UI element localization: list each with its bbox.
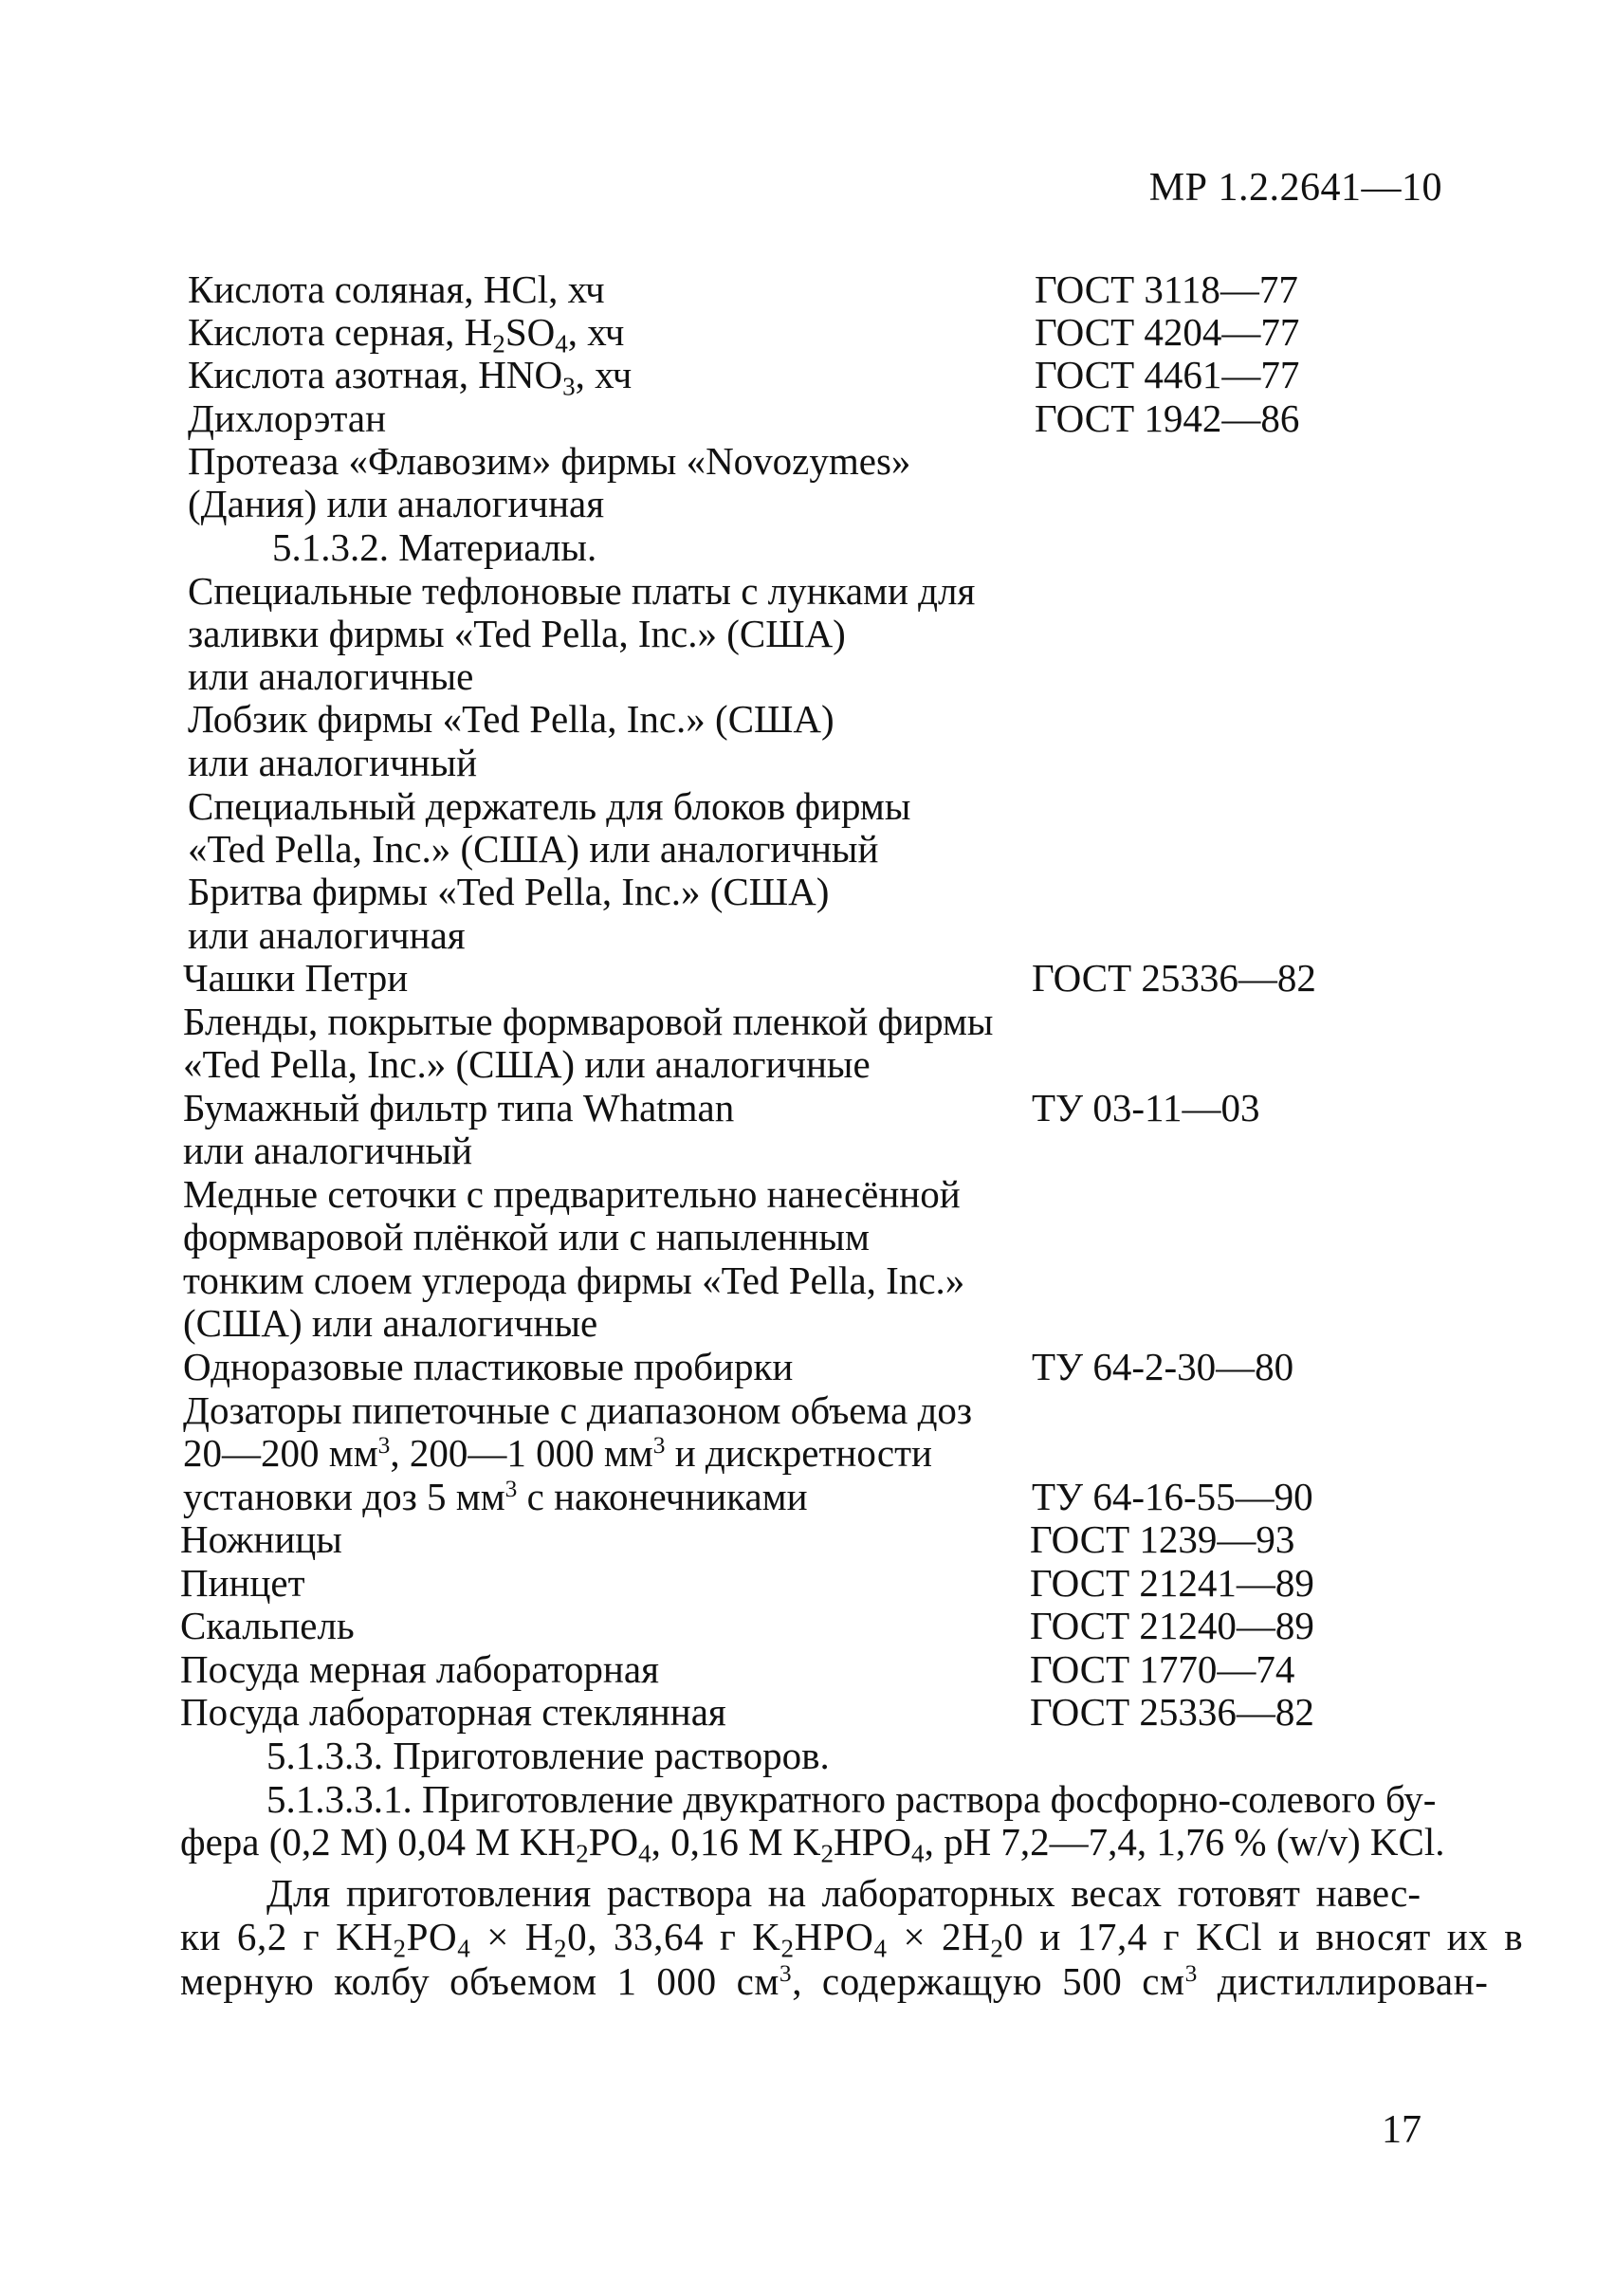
item-standard: ГОСТ 1239—93 bbox=[1030, 1517, 1295, 1561]
list-item bbox=[0, 741, 1614, 784]
list-item bbox=[0, 870, 1614, 913]
paragraph-line: 5.1.3.3.1. Приготовление двукратного раствора фосфорно-солевого бу- bbox=[266, 1777, 1437, 1821]
paragraph-line: Для приготовления раствора на лабораторных весах готовят навес- bbox=[266, 1871, 1421, 1915]
list-item bbox=[0, 310, 1614, 358]
list-item bbox=[0, 1172, 1614, 1216]
item-standard: ГОСТ 21240—89 bbox=[1030, 1604, 1314, 1647]
document-number: МР 1.2.2641—10 bbox=[1148, 166, 1442, 210]
item-standard: ГОСТ 4461—77 bbox=[1035, 353, 1300, 396]
item-name: «Ted Pella, Inc.» (США) или аналогичные bbox=[183, 1042, 871, 1086]
list-item bbox=[0, 1258, 1614, 1302]
item-standard: ТУ 64-16-55—90 bbox=[1032, 1475, 1313, 1518]
item-name: или аналогичный bbox=[183, 1129, 473, 1172]
paragraph-line: мерную колбу объемом 1 000 $см^3$, содержащую 500 $см^3$ дистиллирован- bbox=[180, 1959, 1489, 2003]
list-item bbox=[0, 1647, 1614, 1691]
list-item bbox=[0, 1215, 1614, 1258]
item-name: Дихлорэтан bbox=[188, 396, 387, 440]
item-standard: ГОСТ 4204—77 bbox=[1035, 310, 1300, 354]
item-standard: ТУ 64-2-30—80 bbox=[1032, 1345, 1294, 1388]
item-name: 20—200 $мм^3$, 200—1 000 $мм^3$ и дискретности bbox=[183, 1431, 932, 1475]
list-item bbox=[0, 1561, 1614, 1605]
list-item bbox=[0, 267, 1614, 311]
list-item bbox=[0, 439, 1614, 483]
item-name: Посуда мерная лабораторная bbox=[180, 1647, 659, 1691]
list-item bbox=[0, 1000, 1614, 1043]
item-name: Медные сеточки с предварительно нанесённой bbox=[183, 1172, 961, 1216]
item-name: установки доз 5 $мм^3$ с наконечниками bbox=[183, 1475, 808, 1518]
list-item bbox=[0, 1388, 1614, 1432]
item-name: формваровой плёнкой или с напыленным bbox=[183, 1215, 870, 1258]
item-name: Кислота азотная, $HNO_3$, хч bbox=[188, 353, 633, 401]
item-name: Ножницы bbox=[180, 1517, 342, 1561]
item-name: Скальпель bbox=[180, 1604, 355, 1647]
list-item bbox=[0, 827, 1614, 871]
item-name: Одноразовые пластиковые пробирки bbox=[183, 1345, 794, 1388]
item-name: Лобзик фирмы «Ted Pella, Inc.» (США) bbox=[188, 697, 835, 741]
list-item bbox=[0, 784, 1614, 828]
item-name: (США) или аналогичные bbox=[183, 1301, 598, 1345]
list-item bbox=[0, 1475, 1614, 1518]
item-name: Пинцет bbox=[180, 1561, 305, 1605]
item-standard: ГОСТ 1770—74 bbox=[1030, 1647, 1295, 1691]
list-item bbox=[0, 1690, 1614, 1734]
item-name: Дозаторы пипеточные с диапазоном объема доз bbox=[183, 1388, 973, 1432]
list-item bbox=[0, 482, 1614, 525]
item-name: Специальные тефлоновые платы с лунками для bbox=[188, 569, 976, 613]
list-item bbox=[0, 1345, 1614, 1388]
item-name: Посуда лабораторная стеклянная bbox=[180, 1690, 726, 1734]
list-item bbox=[0, 956, 1614, 1000]
item-standard: ТУ 03-11—03 bbox=[1032, 1086, 1260, 1130]
list-item bbox=[0, 1086, 1614, 1130]
item-standard: ГОСТ 25336—82 bbox=[1030, 1690, 1314, 1734]
item-standard: ГОСТ 25336—82 bbox=[1032, 956, 1316, 1000]
list-item bbox=[0, 612, 1614, 655]
list-item bbox=[0, 654, 1614, 698]
list-item bbox=[0, 1517, 1614, 1561]
item-name: заливки фирмы «Ted Pella, Inc.» (США) bbox=[188, 612, 846, 655]
item-standard: ГОСТ 3118—77 bbox=[1035, 267, 1298, 311]
item-name: или аналогичный bbox=[188, 741, 478, 784]
item-standard: ГОСТ 1942—86 bbox=[1035, 396, 1300, 440]
section-heading: 5.1.3.3. Приготовление растворов. bbox=[266, 1734, 830, 1777]
list-item bbox=[0, 1042, 1614, 1086]
item-standard: ГОСТ 21241—89 bbox=[1030, 1561, 1314, 1605]
list-item bbox=[0, 353, 1614, 401]
list-item bbox=[0, 697, 1614, 741]
item-name: или аналогичная bbox=[188, 913, 466, 957]
item-name: Протеаза «Флавозим» фирмы «Novozymes» bbox=[188, 439, 911, 483]
paragraph-line: фера (0,2 М) 0,04 М $KH_2PO_4$, 0,16 М $K_2HPO_4$, pH 7,2—7,4, 1,76 % (w/v) KCl. bbox=[180, 1820, 1445, 1868]
item-name: Специальный держатель для блоков фирмы bbox=[188, 784, 911, 828]
section-heading: 5.1.3.2. Материалы. bbox=[272, 525, 597, 569]
item-name: Чашки Петри bbox=[183, 956, 409, 1000]
item-name: Бленды, покрытые формваровой пленкой фирмы bbox=[183, 1000, 994, 1043]
item-name: «Ted Pella, Inc.» (США) или аналогичный bbox=[188, 827, 879, 871]
list-item bbox=[0, 1301, 1614, 1345]
list-item bbox=[0, 1129, 1614, 1172]
item-name: Бумажный фильтр типа Whatman bbox=[183, 1086, 735, 1130]
page-number: 17 bbox=[1382, 2108, 1421, 2152]
list-item bbox=[0, 569, 1614, 613]
item-name: тонким слоем углерода фирмы «Ted Pella, Inc.» bbox=[183, 1258, 965, 1302]
list-item bbox=[0, 913, 1614, 957]
item-name: Кислота серная, $H_2SO_4$, хч bbox=[188, 310, 625, 358]
list-item bbox=[0, 1604, 1614, 1647]
item-name: (Дания) или аналогичная bbox=[188, 482, 605, 525]
list-item bbox=[0, 396, 1614, 440]
paragraph-line: ки 6,2 г $KH_2PO_4 \times H_20$, 33,64 г $K_2HPO_4 \times 2H_20$ и 17,4 г KCl и вносят их в bbox=[180, 1915, 1524, 1963]
list-item bbox=[0, 1431, 1614, 1475]
item-name: или аналогичные bbox=[188, 654, 474, 698]
item-name: Кислота соляная, HCl, хч bbox=[188, 267, 605, 311]
item-name: Бритва фирмы «Ted Pella, Inc.» (США) bbox=[188, 870, 830, 913]
